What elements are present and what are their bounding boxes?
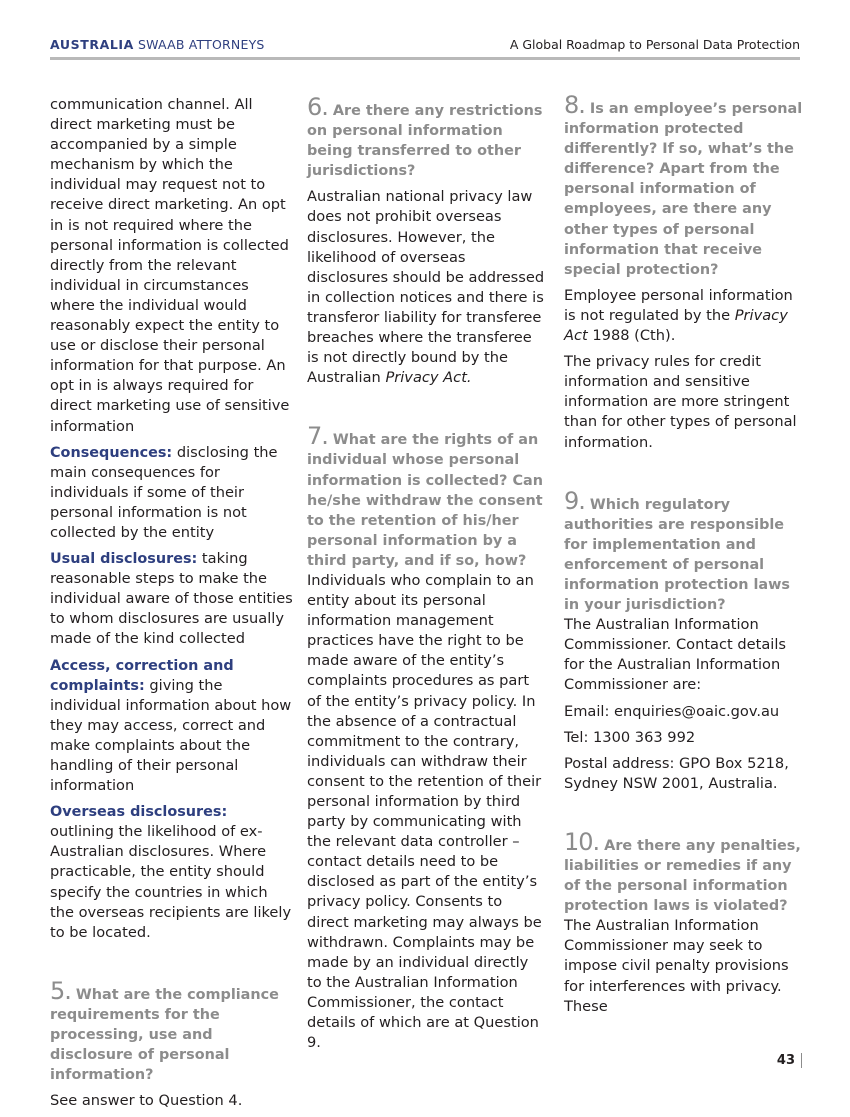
contact-postal: Postal address: GPO Box 5218, Sydney NSW 2001, Australia. — [564, 754, 789, 792]
question-6-heading — [307, 93, 547, 181]
overseas-label: Overseas disclosures: — [50, 804, 228, 821]
question-5-text: What are the compliance requirements for the processing, use and disclosure of personal information? — [50, 986, 279, 1084]
consequences-paragraph — [50, 443, 293, 543]
access-label: Access, correction and complaints: — [50, 657, 234, 694]
question-9-text: Which regulatory authorities are responsible for implementation and enforcement of personal information protection laws in your jurisdiction? — [564, 496, 790, 614]
q8-answer-1b: 1988 (Cth). — [587, 327, 676, 345]
header-country: AUSTRALIA — [50, 37, 134, 52]
overseas-text: outlining the likelihood of ex-Australian disclosures. Where practicable, the entity should specify the countries in which the overseas recipients are likely to be located. — [50, 823, 292, 941]
question-7-block — [307, 422, 547, 1053]
question-8-text: Is an employee’s personal information protected differently? If so, what’s the difference? Apart from the personal information of employees, are there any other types of personal information that receive special protection? — [564, 101, 803, 278]
running-header — [50, 37, 800, 60]
question-5-number: 5. — [50, 976, 71, 1005]
question-6-answer-text: Australian national privacy law does not prohibit overseas disclosures. However, the likelihood of overseas disclosures should be addressed in collection notices and there is transferor liability for transferee breaches where the transferee is not directly bound by the Australian — [307, 188, 545, 387]
question-8-number: 8. — [564, 91, 585, 119]
question-5-answer: See answer to Question 4. — [50, 1092, 243, 1110]
overseas-paragraph — [50, 802, 293, 943]
question-7-heading — [307, 422, 543, 569]
paragraph: communication channel. All direct marketing must be accompanied by a simple mechanism by which the individual may request not to receive direct marketing. An opt in is not required where the personal information is collected directly from the relevant individual in circumstances where the individual would reasonably expect the entity to use or disclose their personal information for that purpose. An opt in is always required for direct marketing use of sensitive information — [50, 96, 290, 435]
contact-tel: Tel: 1300 363 992 — [564, 728, 696, 746]
privacy-act-italic: Privacy Act. — [385, 369, 472, 387]
question-7-answer: Individuals who complain to an entity about its personal information management practices have the right to be made aware of the entity’s complaints procedures as part of the entity’s privacy policy. In the absence of a contractual commitment to the contrary, individuals can withdraw their consent to the retention of their personal information by third party by communicating with the relevant data controller – contact details need to be disclosed as part of the entity’s privacy policy. Consents to direct marketing may always be withdrawn. Complaints may be made by an individual directly to the Australian Information Commissioner, the contact details of which are at Question 9. — [307, 571, 542, 1052]
question-5-heading — [50, 976, 293, 1085]
question-8-heading — [564, 91, 804, 280]
consequences-label: Consequences: — [50, 444, 173, 461]
usual-disclosures-text: taking reasonable steps to make the individual aware of those entities to whom disclosures are usually made of the kind collected — [50, 550, 293, 648]
question-10-heading — [564, 827, 804, 916]
question-7-text: What are the rights of an individual whose personal information is collected? Can he/she withdraw the consent to the retention of his/her personal information by a third party, and if so, how? — [307, 432, 543, 569]
question-6-answer — [307, 187, 547, 388]
question-10-number: 10. — [564, 827, 600, 856]
q8-privacy-act-italic: Privacy Act — [564, 306, 788, 345]
question-6-text: Are there any restrictions on personal information being transferred to other jurisdictions? — [307, 103, 543, 180]
question-10-text: Are there any penalties, liabilities or remedies if any of the personal information protection laws is violated? — [564, 837, 801, 915]
question-8-answer-2: The privacy rules for credit information and sensitive information are more stringent than for other types of personal information. — [564, 353, 797, 451]
access-paragraph — [50, 656, 293, 797]
question-8-answer-1 — [564, 286, 804, 346]
contact-email: Email: enquiries@oaic.gov.au — [564, 702, 780, 720]
question-9-answer: The Australian Information Commissioner. Contact details for the Australian Information Commissioner are: — [564, 616, 786, 694]
question-9-number: 9. — [564, 486, 585, 515]
column-1 — [50, 95, 293, 1117]
consequences-text: disclosing the main consequences for individuals if some of their personal information is not collected by the entity — [50, 443, 278, 541]
page-number: 43 — [777, 1053, 802, 1068]
header-publication: A Global Roadmap to Personal Data Protection — [509, 37, 800, 52]
column-3 — [564, 91, 804, 1023]
column-2 — [307, 93, 547, 1059]
header-firm: SWAAB ATTORNEYS — [137, 37, 265, 52]
question-9-heading — [564, 486, 804, 616]
q8-answer-1a: Employee personal information is not regulated by the — [564, 286, 793, 324]
question-7-number: 7. — [307, 422, 328, 451]
header-left — [50, 37, 265, 52]
usual-disclosures-paragraph — [50, 549, 293, 649]
access-text: giving the individual information about how they may access, correct and make complaints about the handling of their personal information — [50, 676, 292, 795]
question-6-number: 6. — [307, 93, 328, 121]
question-10-answer: The Australian Information Commissioner may seek to impose civil penalty provisions for interferences with privacy. These — [564, 917, 789, 1015]
usual-disclosures-label: Usual disclosures: — [50, 551, 198, 568]
